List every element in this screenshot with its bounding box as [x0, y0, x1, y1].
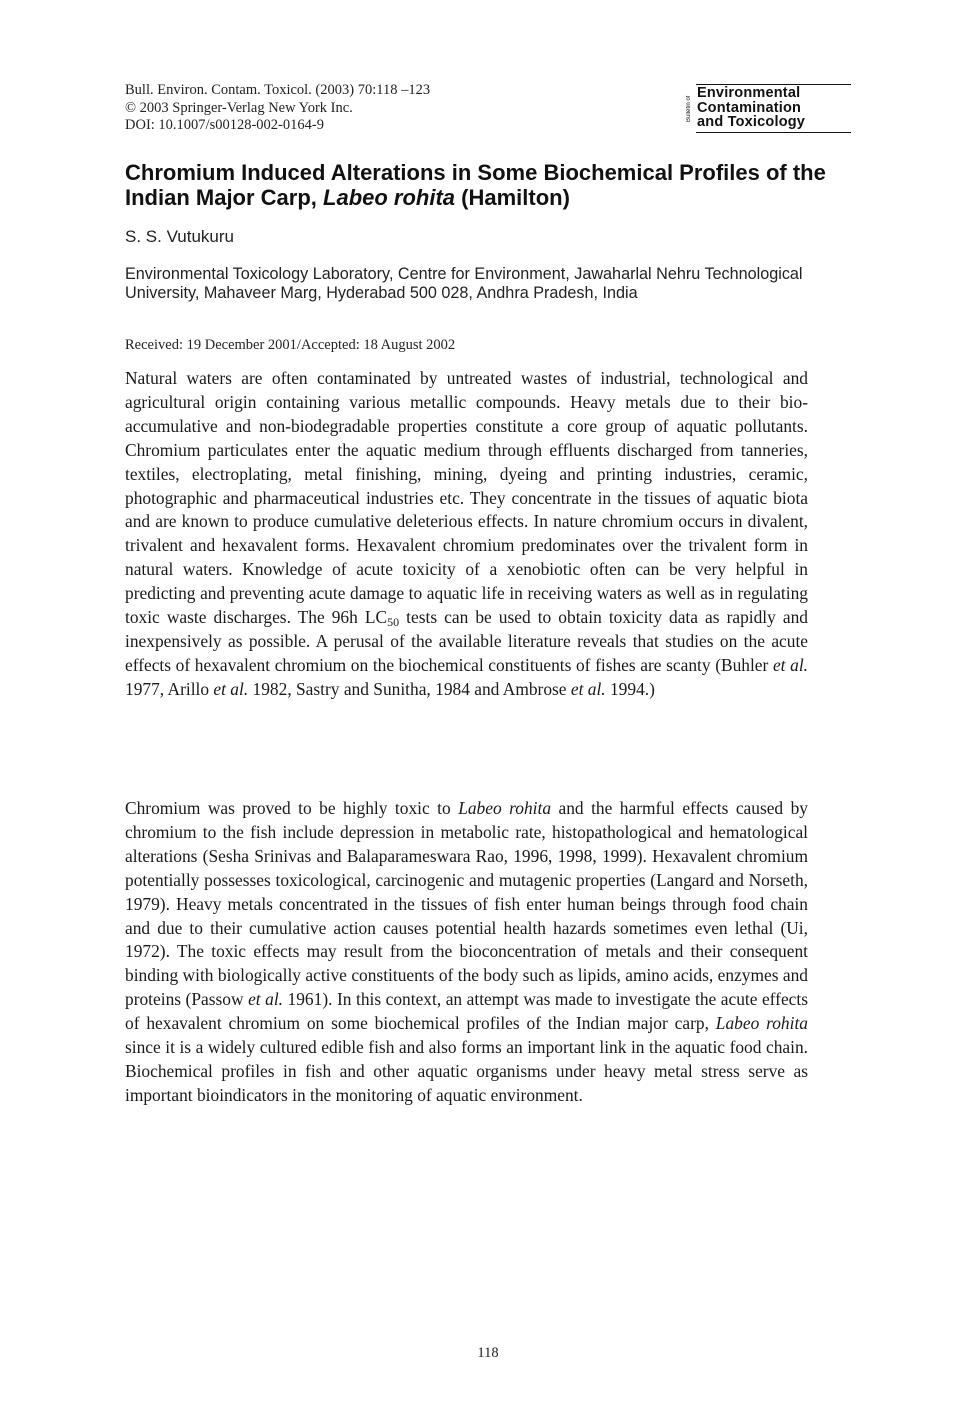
- journal-logo-line-3: and Toxicology: [697, 114, 806, 130]
- p2-species-1: Labeo rohita: [458, 798, 552, 818]
- p1-text-4: 1982, Sastry and Sunitha, 1984 and Ambrose: [248, 678, 571, 699]
- p2-species-2: Labeo rohita: [715, 1013, 808, 1034]
- citation-journal-line: Bull. Environ. Contam. Toxicol. (2003) 70:118 –123: [125, 82, 431, 98]
- page-number: 118: [477, 1345, 499, 1361]
- p1-text-3: 1977, Arillo: [125, 678, 214, 699]
- p2-et-al: et al.: [248, 989, 284, 1010]
- journal-logo-line-1: Environmental: [697, 85, 801, 101]
- author-name: S. S. Vutukuru: [125, 227, 234, 246]
- p2-text-2: and the harmful effects caused by chromium to the fish include depression in metabolic rate, histopathological and hematological alterations (Sesha Srinivas and Balaparameswara Rao, 1996, 1998, 1999). Hexavalent chromium potentially possesses toxicological, carcinogenic and mutagenic properties (Langard and Norseth, 1979). Heavy metals concentrated in the tissues of fish enter human beings through food chain and due to their cumulative action causes potential health hazards sometimes even lethal (Ui, 1972). The toxic effects may result from the bioconcentration of metals and their consequent binding with biologically active constituents of the body such as lipids, amino acids, enzymes and proteins (Passow: [125, 798, 808, 1010]
- received-accepted-dates: Received: 19 December 2001/Accepted: 18 August 2002: [125, 337, 456, 353]
- p1-et-al-1: et al.: [772, 654, 809, 675]
- p2-text-4: since it is a widely cultured edible fish and also forms an important link in the aquatic food chain. Biochemical profiles in fish and other aquatic organisms under heavy metal stress serve as important bioindicators in the monitoring of aquatic environment.: [125, 1037, 808, 1105]
- journal-logo-wordmark: [697, 86, 805, 130]
- body-paragraph-2: [125, 797, 808, 1108]
- p1-lc50-subscript: 50: [387, 615, 400, 630]
- p1-et-al-3: et al.: [570, 678, 606, 699]
- title-text-end: (Hamilton): [455, 185, 570, 210]
- body-paragraph-1: [125, 367, 808, 702]
- title-species-name: Labeo rohita: [323, 185, 456, 210]
- p2-text-3: 1961). In this context, an attempt was made to investigate the acute effects of hexavalent chromium on some biochemical profiles of the Indian major carp,: [125, 989, 808, 1034]
- author-affiliation: Environmental Toxicology Laboratory, Centre for Environment, Jawaharlal Nehru Technological University, Mahaveer Marg, Hyderabad 500 028, Andhra Pradesh, India: [125, 265, 803, 302]
- citation-copyright-line: © 2003 Springer-Verlag New York Inc.: [125, 99, 353, 116]
- title-text-start: Chromium Induced Alterations in Some Biochemical Profiles of the Indian Major Carp,: [125, 160, 826, 210]
- p1-text-5: 1994.): [605, 678, 655, 699]
- p1-text-2: tests can be used to obtain toxicity data as rapidly and inexpensively as possible. A perusal of the available literature reveals that studies on the acute effects of hexavalent chromium on the biochemical constituents of fishes are scanty (Buhler: [125, 607, 808, 675]
- journal-logo-line-2: Contamination: [697, 99, 802, 116]
- p1-text-1: Natural waters are often contaminated by untreated wastes of industrial, technological and agricultural origin containing various metallic compounds. Heavy metals due to their bio-accumulative and non-biodegradable properties constitute a core group of aquatic pollutants. Chromium particulates enter the aquatic medium through effluents discharged from tanneries, textiles, electroplating, metal finishing, mining, dyeing and printing industries, ceramic, photographic and pharmaceutical industries etc. They concentrate in the tissues of aquatic biota and are known to produce cumulative deleterious effects. In nature chromium occurs in divalent, trivalent and hexavalent forms. Hexavalent chromium predominates over the trivalent form in natural waters. Knowledge of acute toxicity of a xenobiotic often can be very helpful in predicting and preventing acute damage to aquatic life in receiving waters as well as in regulating toxic waste discharges. The 96h LC: [125, 368, 808, 628]
- journal-logo: [683, 84, 851, 136]
- p1-et-al-2: et al.: [213, 678, 249, 699]
- paper-title: [125, 160, 885, 210]
- journal-logo-side-text: Bulletin of: [686, 95, 692, 123]
- citation-doi-line: DOI: 10.1007/s00128-002-0164-9: [125, 117, 324, 133]
- citation-block: [125, 82, 555, 135]
- journal-logo-bottom-rule: [696, 132, 851, 133]
- p2-text-1: Chromium was proved to be highly toxic to: [125, 798, 459, 818]
